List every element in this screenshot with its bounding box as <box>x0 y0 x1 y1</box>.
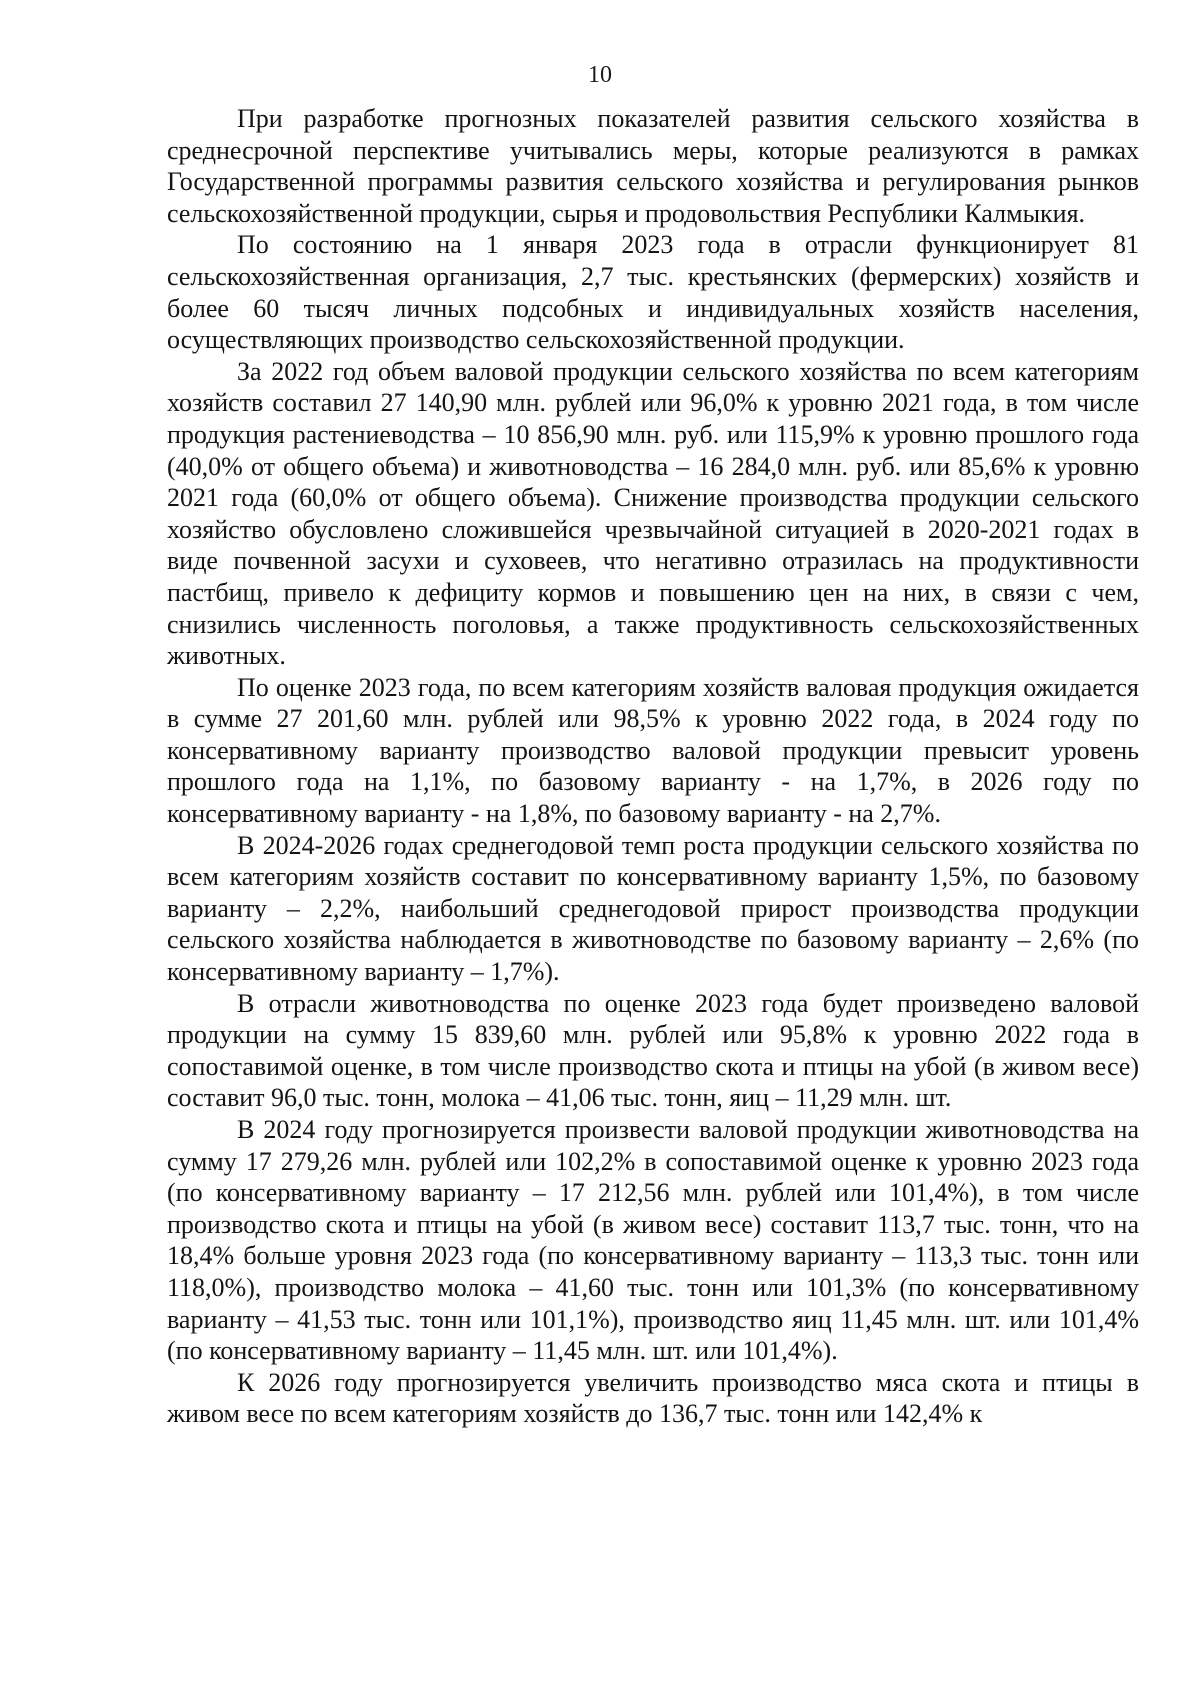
paragraph-meat-2026: К 2026 году прогнозируется увеличить производство мяса скота и птицы в живом весе по всем категориям хозяйств до 136,7 тыс. тонн или 142,4% к <box>167 1367 1139 1429</box>
paragraph-2022-output: За 2022 год объем валовой продукции сельского хозяйства по всем категориям хозяйств составил 27 140,90 млн. рублей или 96,0% к уровню 2021 года, в том числе продукция растениеводства – 10 856,90 млн. руб. или 115,9% к уровню прошлого года (40,0% от общего объема) и животноводства – 16 284,0 млн. руб. или 85,6% к уровню 2021 года (60,0% от общего объема). Снижение производства продукции сельского хозяйство обусловлено сложившейся чрезвычайной ситуацией в 2020-2021 годах в виде почвенной засухи и суховеев, что негативно отразилась на продуктивности пастбищ, привело к дефициту кормов и повышению цен на них, в связи с чем, снизились численность поголовья, а также продуктивность сельскохозяйственных животных. <box>167 356 1139 671</box>
paragraph-2023-estimate: По оценке 2023 года, по всем категориям хозяйств валовая продукция ожидается в сумме 27 201,60 млн. рублей или 98,5% к уровню 2022 года, в 2024 году по консервативному варианту производство валовой продукции превысит уровень прошлого года на 1,1%, по базовому варианту - на 1,7%, в 2026 году по консервативному варианту - на 1,8%, по базовому варианту - на 2,7%. <box>167 672 1139 829</box>
document-body <box>167 103 1139 1430</box>
page-number: 10 <box>588 62 612 88</box>
paragraph-livestock-2024: В 2024 году прогнозируется произвести валовой продукции животноводства на сумму 17 279,26 млн. рублей или 102,2% в сопоставимой оценке к уровню 2023 года (по консервативному варианту – 17 212,56 млн. рублей или 101,4%), в том числе производство скота и птицы на убой (в живом весе) составит 113,7 тыс. тонн, что на 18,4% больше уровня 2023 года (по консервативному варианту – 113,3 тыс. тонн или 118,0%), производство молока – 41,60 тыс. тонн или 101,3% (по консервативному варианту – 41,53 тыс. тонн или 101,1%), производство яиц 11,45 млн. шт. или 101,4% (по консервативному варианту – 11,45 млн. шт. или 101,4%). <box>167 1115 1139 1366</box>
paragraph-livestock-2023: В отрасли животноводства по оценке 2023 года будет произведено валовой продукции на сумму 15 839,60 млн. рублей или 95,8% к уровню 2022 года в сопоставимой оценке, в том числе производство скота и птицы на убой (в живом весе) составит 96,0 тыс. тонн, молока – 41,06 тыс. тонн, яиц – 11,29 млн. шт. <box>167 988 1139 1113</box>
paragraph-program-measures: При разработке прогнозных показателей развития сельского хозяйства в среднесрочной перспективе учитывались меры, которые реализуются в рамках Государственной программы развития сельского хозяйства и регулирования рынков сельскохозяйственной продукции, сырья и продовольствия Республики Калмыкия. <box>167 104 1139 228</box>
paragraph-growth-rate: В 2024-2026 годах среднегодовой темп роста продукции сельского хозяйства по всем категориям хозяйств составит по консервативному варианту 1,5%, по базовому варианту – 2,2%, наибольший среднегодовой прирост производства продукции сельского хозяйства наблюдается в животноводстве по базовому варианту – 2,6% (по консервативному варианту – 1,7%). <box>167 830 1139 987</box>
paragraph-industry-structure: По состоянию на 1 января 2023 года в отрасли функционирует 81 сельскохозяйственная организация, 2,7 тыс. крестьянских (фермерских) хозяйств и более 60 тысяч личных подсобных и индивидуальных хозяйств населения, осуществляющих производство сельскохозяйственной продукции. <box>167 230 1139 355</box>
